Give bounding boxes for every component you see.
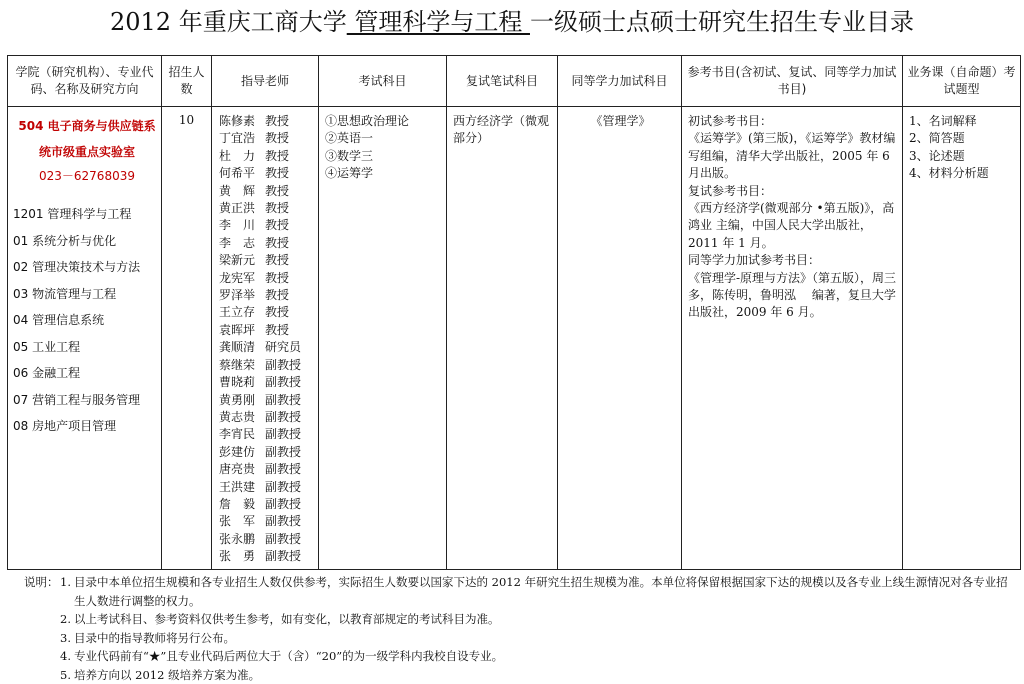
note-item: 5. 培养方向以 2012 级培养方案为准。 [24,666,1014,684]
advisor-item: 黄志贵 副教授 [219,409,318,426]
advisor-item: 王立存 教授 [219,304,318,321]
advisor-item: 蔡继荣 副教授 [219,357,318,374]
ref-heading: 同等学力加试参考书目： [688,252,898,269]
note-item: 4. 专业代码前有“★”且专业代码后两位大于（含）“20”的为一级学科内我校自设专业。 [24,647,1014,666]
title-suffix: 一级硕士点硕士研究生招生专业目录 [530,8,914,36]
note-item: 3. 目录中的指导教师将另行公布。 [24,629,1014,648]
advisor-item: 丁宜浩 教授 [219,130,318,147]
advisor-item: 张 勇 副教授 [219,548,318,565]
advisor-item: 袁晖坪 教授 [219,322,318,339]
major-item: 1201 管理科学与工程 [13,201,161,228]
advisor-item: 杜 力 教授 [219,148,318,165]
notes-label: 说明： [24,573,60,610]
advisor-item: 陈修素 教授 [219,113,318,130]
advisor-item: 詹 毅 副教授 [219,496,318,513]
title-subject: 管理科学与工程 [347,8,530,36]
question-type-item: 1、名词解释 [909,113,1016,130]
header-refs: 参考书目(含初试、复试、同等学力加试书目) [682,56,903,107]
notes-section [24,573,1014,684]
advisor-item: 张永鹏 副教授 [219,531,318,548]
advisor-item: 龙宪军 教授 [219,270,318,287]
exam-subject-item: ④运筹学 [325,165,442,182]
college-name-line1: 504 电子商务与供应链系 [13,113,161,139]
equiv-subject: 《管理学》 [558,107,682,570]
advisor-item: 黄 辉 教授 [219,183,318,200]
catalog-table [7,55,1021,570]
advisor-list [212,107,319,570]
advisor-item: 何希平 教授 [219,165,318,182]
advisor-item: 罗泽举 教授 [219,287,318,304]
college-phone: 023－62768039 [13,165,161,187]
page-title [0,0,1024,50]
title-prefix: 2012 年重庆工商大学 [110,8,347,36]
question-type-item: 2、简答题 [909,130,1016,147]
advisor-item: 彭建仿 副教授 [219,444,318,461]
exam-subject-item: ①思想政治理论 [325,113,442,130]
exam-subject-item: ③数学三 [325,148,442,165]
exam-subject-item: ②英语一 [325,130,442,147]
advisor-item: 黄正洪 教授 [219,200,318,217]
header-retest: 复试笔试科目 [447,56,558,107]
advisor-item: 王洪建 副教授 [219,479,318,496]
advisor-item: 唐亮贵 副教授 [219,461,318,478]
major-item: 01 系统分析与优化 [13,228,161,255]
major-item: 07 营销工程与服务管理 [13,387,161,414]
ref-heading: 复试参考书目： [688,183,898,200]
major-item: 03 物流管理与工程 [13,281,161,308]
ref-heading: 初试参考书目： [688,113,898,130]
major-item: 06 金融工程 [13,360,161,387]
header-exam: 考试科目 [319,56,447,107]
note-item: 2. 以上考试科目、参考资料仅供考生参考，如有变化，以教育部规定的考试科目为准。 [24,610,1014,629]
major-item: 05 工业工程 [13,334,161,361]
header-enroll: 招生人数 [162,56,212,107]
question-types [903,107,1021,570]
table-row [8,107,1021,570]
advisor-item: 张 军 副教授 [219,513,318,530]
reference-books [682,107,903,570]
advisor-item: 李 志 教授 [219,235,318,252]
header-college: 学院（研究机构）、专业代码、名称及研究方向 [8,56,162,107]
retest-subject: 西方经济学（微观部分） [447,107,558,570]
ref-body: 《运筹学》(第三版)，《运筹学》教材编写组编，清华大学出版社，2005 年 6 月出版。 [688,130,898,182]
major-item: 08 房地产项目管理 [13,413,161,440]
college-name-line2: 统市级重点实验室 [13,139,161,165]
ref-body: 《西方经济学(微观部分 •第五版)》，高鸿业 主编，中国人民大学出版社，2011 年 1 月。 [688,200,898,252]
advisor-item: 李 川 教授 [219,217,318,234]
advisor-item: 曹晓莉 副教授 [219,374,318,391]
exam-subjects [319,107,447,570]
advisor-item: 李宵民 副教授 [219,426,318,443]
major-item: 02 管理决策技术与方法 [13,254,161,281]
header-advisors: 指导老师 [212,56,319,107]
question-type-item: 4、材料分析题 [909,165,1016,182]
note-item: 说明： 1. 目录中本单位招生规模和各专业招生人数仅供参考，实际招生人数要以国家下达的 2012 年研究生招生规模为准。本单位将保留根据国家下达的规模以及各专业上线生源情况对各专业招生人数进行调整的权力。 [24,573,1014,610]
advisor-item: 梁新元 教授 [219,252,318,269]
ref-body: 《管理学-原理与方法》（第五版），周三多，陈传明，鲁明泓 编著，复旦大学出版社，2009 年 6 月。 [688,270,898,322]
college-cell [8,107,162,570]
question-type-item: 3、论述题 [909,148,1016,165]
enroll-count: 10 [162,107,212,570]
header-row [8,56,1021,107]
advisor-item: 黄勇刚 副教授 [219,392,318,409]
advisor-item: 龚顺清 研究员 [219,339,318,356]
header-equiv: 同等学力加试科目 [558,56,682,107]
major-item: 04 管理信息系统 [13,307,161,334]
header-business: 业务课（自命题）考试题型 [903,56,1021,107]
